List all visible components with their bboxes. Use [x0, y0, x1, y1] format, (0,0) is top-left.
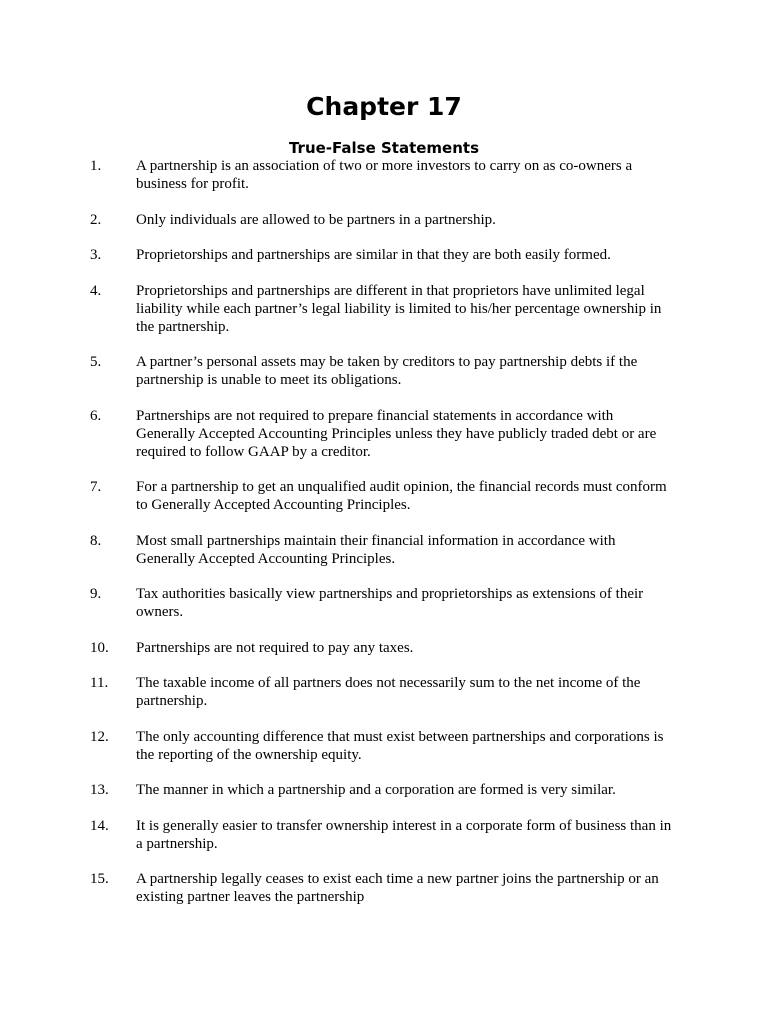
- list-item: [90, 407, 690, 461]
- item-number: 2.: [90, 211, 102, 228]
- list-item: [90, 728, 690, 764]
- item-text: The manner in which a partnership and a corporation are formed is very similar.: [136, 782, 616, 798]
- item-number: 3.: [90, 247, 102, 263]
- item-number: 1.: [90, 158, 102, 174]
- item-text: Only individuals are allowed to be partners in a partnership.: [136, 211, 496, 228]
- list-item: [90, 781, 690, 799]
- item-number: 14.: [90, 817, 109, 834]
- list-item: [90, 353, 690, 389]
- list-item: [90, 157, 690, 193]
- list-item: [90, 674, 690, 710]
- item-text: A partner’s personal assets may be taken by creditors to pay partnership debts if the partnership is unable to meet its obligations.: [136, 354, 638, 388]
- section-subtitle: True-False Statements: [288, 139, 480, 157]
- item-number: 13.: [90, 782, 109, 798]
- list-item: [90, 211, 690, 229]
- page-title: Chapter 17: [306, 92, 462, 121]
- statement-list: [90, 157, 690, 924]
- item-number: 7.: [90, 479, 102, 495]
- list-item: [90, 639, 690, 657]
- item-text: Partnerships are not required to prepare financial statements in accordance with Generally Accepted Accounting Principles unless they have publicly traded debt or are required to follow GAAP by a creditor.: [136, 407, 657, 460]
- item-text: Proprietorships and partnerships are similar in that they are both easily formed.: [136, 247, 611, 263]
- list-item: [90, 870, 690, 906]
- item-text: The taxable income of all partners does not necessarily sum to the net income of the partnership.: [136, 675, 641, 709]
- item-number: 5.: [90, 354, 102, 370]
- item-text: A partnership is an association of two or more investors to carry on as co-owners a business for profit.: [136, 158, 633, 192]
- item-text: Tax authorities basically view partnerships and proprietorships as extensions of their owners.: [136, 586, 644, 620]
- item-text: Proprietorships and partnerships are different in that proprietors have unlimited legal liability while each partner’s legal liability is limited to his/her percentage ownership in the partnership.: [136, 282, 662, 335]
- item-number: 10.: [90, 639, 109, 656]
- item-text: The only accounting difference that must exist between partnerships and corporations is the reporting of the ownership equity.: [136, 728, 664, 763]
- item-number: 8.: [90, 532, 102, 549]
- list-item: [90, 246, 690, 264]
- item-number: 9.: [90, 586, 102, 602]
- item-text: It is generally easier to transfer ownership interest in a corporate form of business than in a partnership.: [136, 817, 672, 852]
- list-item: [90, 532, 690, 568]
- list-item: [90, 282, 690, 336]
- list-item: [90, 817, 690, 853]
- item-text: Most small partnerships maintain their financial information in accordance with Generally Accepted Accounting Principles.: [136, 532, 616, 567]
- item-text: Partnerships are not required to pay any taxes.: [136, 639, 414, 656]
- item-number: 4.: [90, 282, 102, 299]
- item-number: 15.: [90, 871, 109, 887]
- list-item: [90, 478, 690, 514]
- item-number: 6.: [90, 407, 102, 424]
- item-text: For a partnership to get an unqualified audit opinion, the financial records must conform to Generally Accepted Accounting Principles.: [136, 479, 667, 513]
- item-number: 11.: [90, 675, 109, 691]
- item-number: 12.: [90, 728, 109, 745]
- list-item: [90, 585, 690, 621]
- item-text: A partnership legally ceases to exist each time a new partner joins the partnership or an existing partner leaves the partnership: [136, 871, 659, 905]
